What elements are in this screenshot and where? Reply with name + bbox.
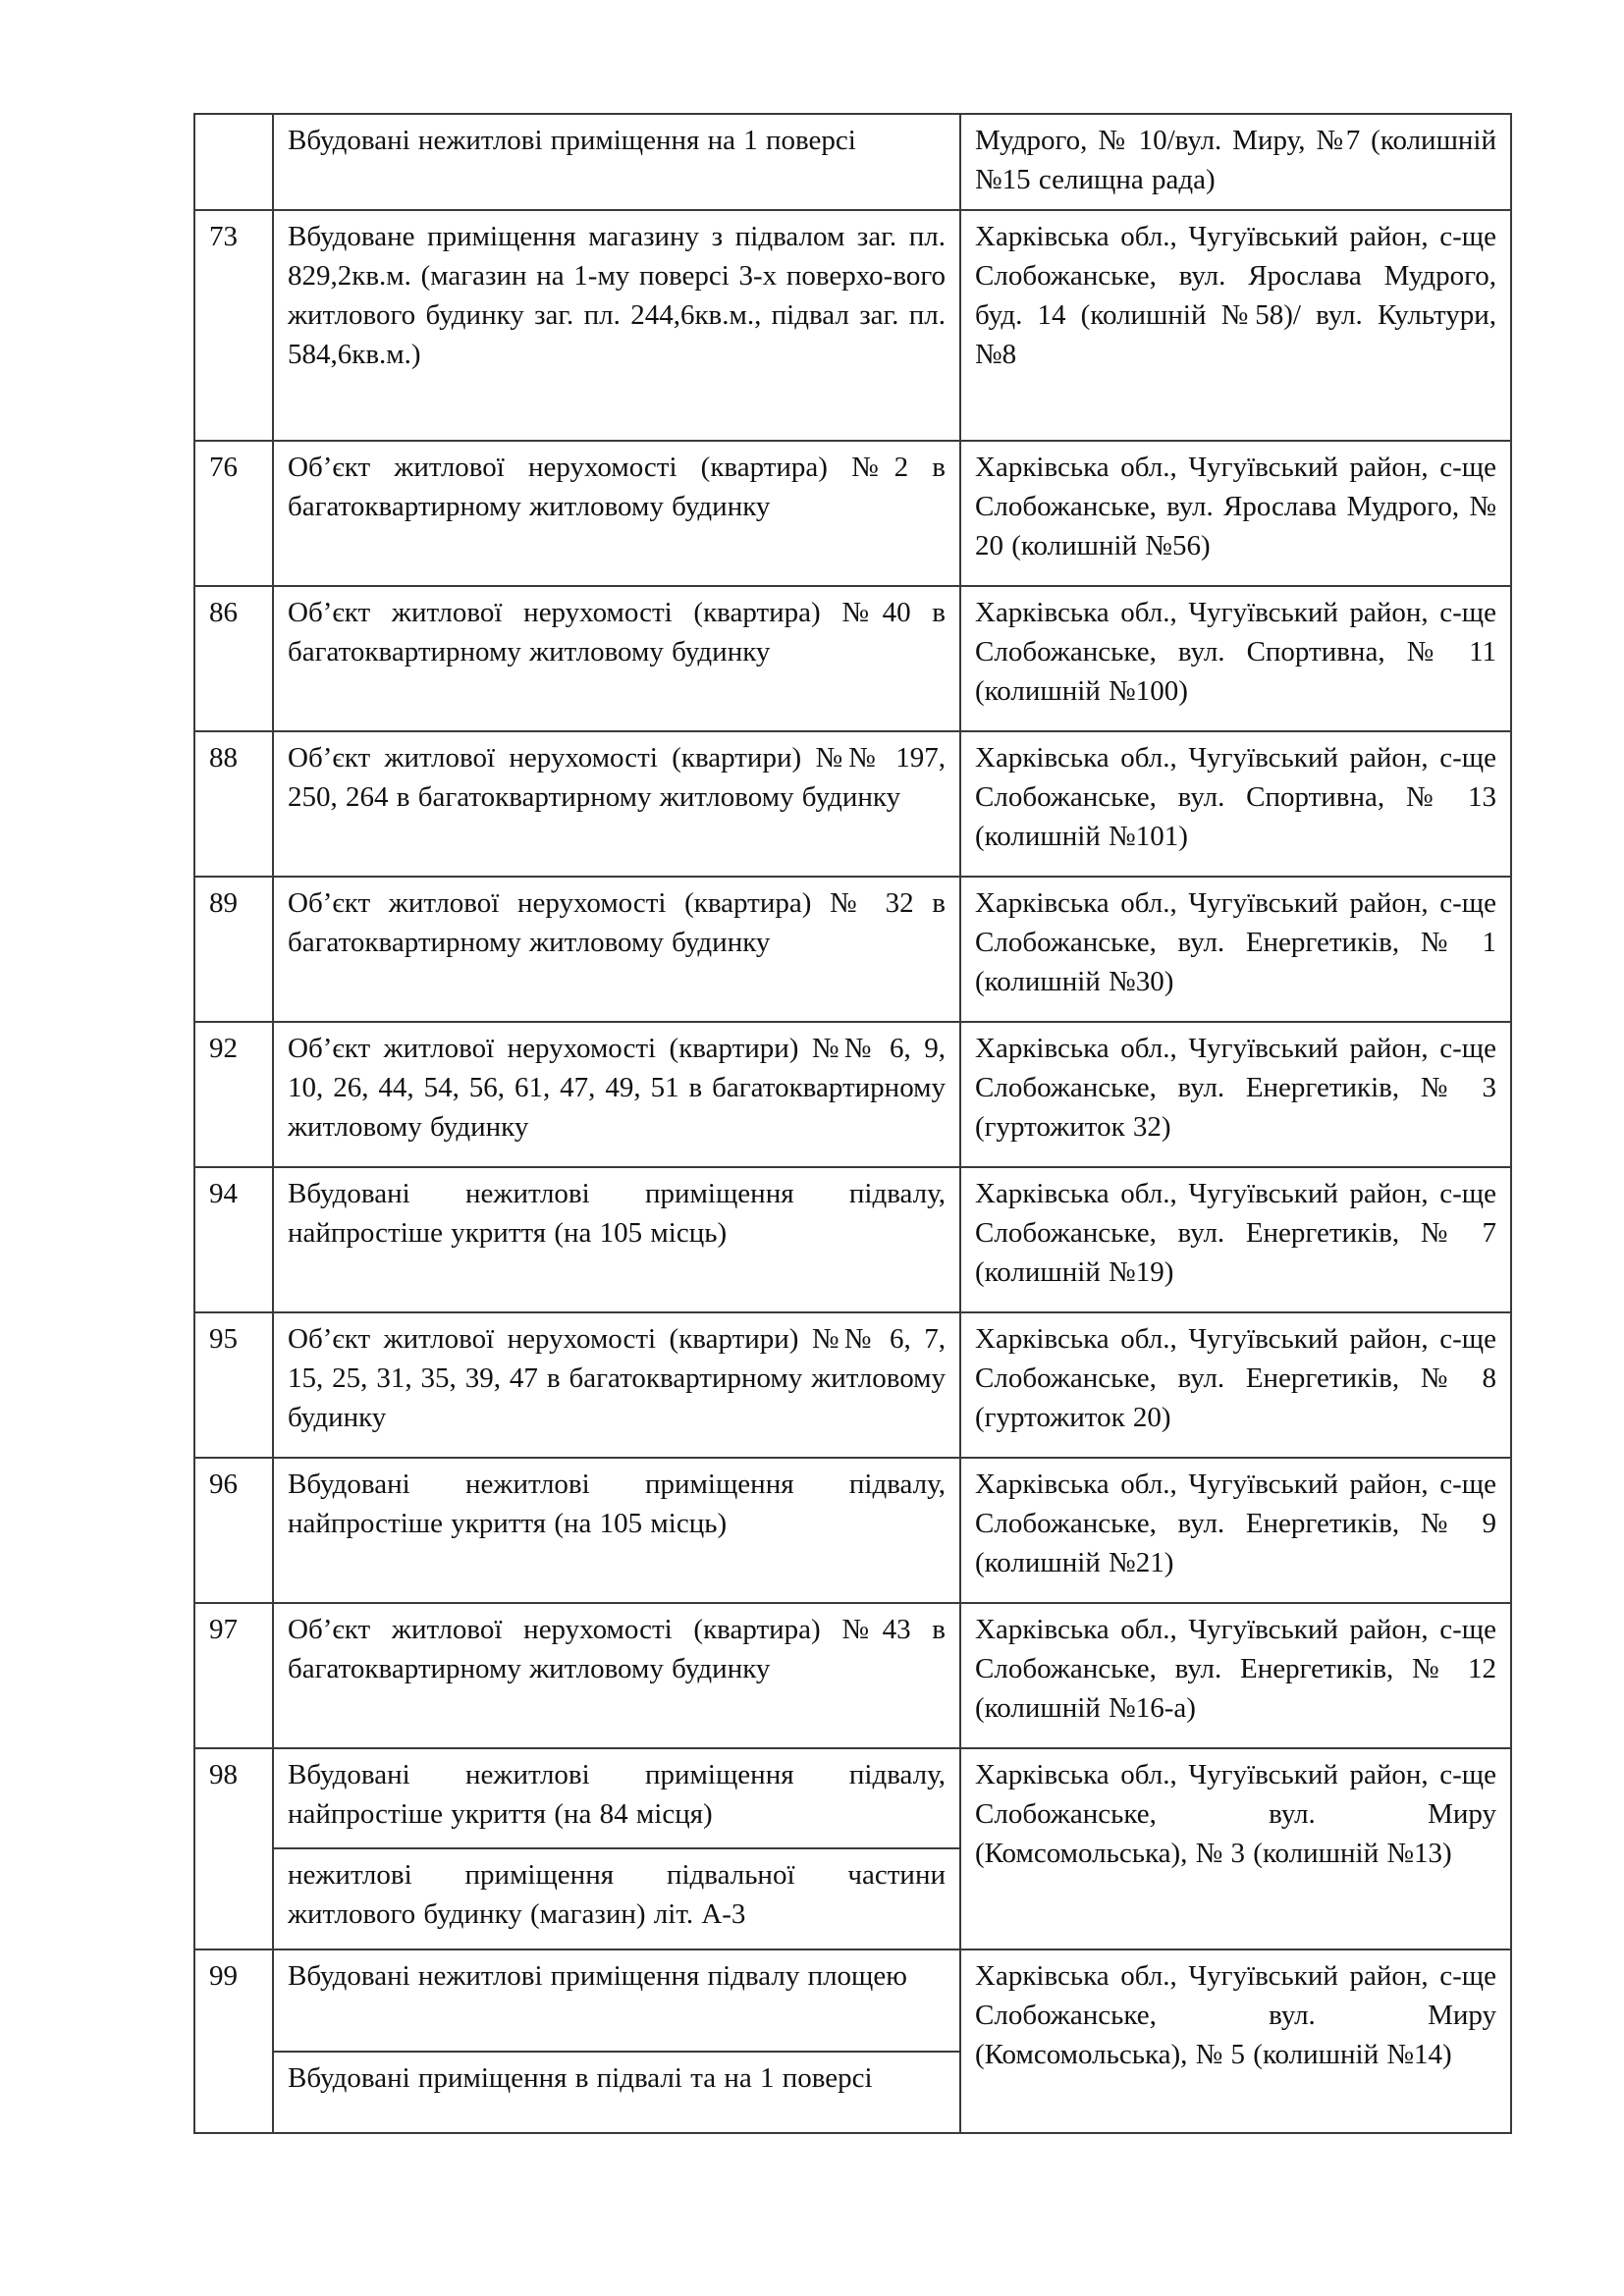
object-address: Мудрого, № 10/вул. Миру, №7 (колишній №15 селищна рада) — [960, 114, 1511, 210]
table-row — [194, 441, 1511, 586]
object-description: Об’єкт житлової нерухомості (квартири) №№ 6, 9, 10, 26, 44, 54, 56, 61, 47, 49, 51 в багатоквартирному житловому будинку — [273, 1022, 960, 1167]
object-description: Вбудовані нежитлові приміщення підвалу, найпростіше укриття (на 84 місця) — [273, 1748, 960, 1848]
document-page — [193, 113, 1510, 2134]
object-description: Вбудоване приміщення магазину з підвалом заг. пл. 829,2кв.м. (магазин на 1-му поверсі 3-х поверхо-вого житлового будинку заг. пл. 244,6кв.м., підвал заг. пл. 584,6кв.м.) — [273, 210, 960, 441]
object-address: Харківська обл., Чугуївський район, с-ще Слобожанське, вул. Енергетиків, № 1 (колишній №30) — [960, 877, 1511, 1022]
row-number: 92 — [194, 1022, 273, 1167]
object-address: Харківська обл., Чугуївський район, с-ще Слобожанське, вул. Енергетиків, № 9 (колишній №21) — [960, 1458, 1511, 1603]
row-number: 86 — [194, 586, 273, 731]
object-description: Об’єкт житлової нерухомості (квартира) №2 в багатоквартирному житловому будинку — [273, 441, 960, 586]
row-number — [194, 114, 273, 210]
object-description-extra: нежитлові приміщення підвальної частини житлового будинку (магазин) літ. А-3 — [273, 1848, 960, 1949]
object-description: Об’єкт житлової нерухомості (квартири) №№ 6, 7, 15, 25, 31, 35, 39, 47 в багатоквартирному житловому будинку — [273, 1312, 960, 1458]
table-row — [194, 1167, 1511, 1312]
row-number: 99 — [194, 1949, 273, 2133]
object-description: Вбудовані нежитлові приміщення підвалу, найпростіше укриття (на 105 місць) — [273, 1167, 960, 1312]
object-description: Об’єкт житлової нерухомості (квартира) №40 в багатоквартирному житловому будинку — [273, 586, 960, 731]
row-number: 96 — [194, 1458, 273, 1603]
table-row — [194, 1312, 1511, 1458]
row-number: 73 — [194, 210, 273, 441]
object-description-extra: Вбудовані приміщення в підвалі та на 1 поверсі — [273, 2052, 960, 2133]
object-address: Харківська обл., Чугуївський район, с-ще Слобожанське, вул. Ярослава Мудрого, буд. 14 (колишній №58)/ вул. Культури, №8 — [960, 210, 1511, 441]
object-address: Харківська обл., Чугуївський район, с-ще Слобожанське, вул. Спортивна, № 13 (колишній №101) — [960, 731, 1511, 877]
object-address: Харківська обл., Чугуївський район, с-ще Слобожанське, вул. Енергетиків, № 7 (колишній №19) — [960, 1167, 1511, 1312]
table-row — [194, 210, 1511, 441]
object-address: Харківська обл., Чугуївський район, с-ще Слобожанське, вул. Ярослава Мудрого, № 20 (колишній №56) — [960, 441, 1511, 586]
table-row — [194, 1022, 1511, 1167]
table-row — [194, 114, 1511, 210]
table-row — [194, 1458, 1511, 1603]
object-description: Об’єкт житлової нерухомості (квартири) №№ 197, 250, 264 в багатоквартирному житловому будинку — [273, 731, 960, 877]
table-row — [194, 586, 1511, 731]
row-number: 97 — [194, 1603, 273, 1748]
row-number: 98 — [194, 1748, 273, 1949]
object-description: Вбудовані нежитлові приміщення підвалу, найпростіше укриття (на 105 місць) — [273, 1458, 960, 1603]
object-address: Харківська обл., Чугуївський район, с-ще Слобожанське, вул. Миру (Комсомольська), № 5 (колишній №14) — [960, 1949, 1511, 2133]
table-row — [194, 877, 1511, 1022]
object-address: Харківська обл., Чугуївський район, с-ще Слобожанське, вул. Спортивна, № 11 (колишній №100) — [960, 586, 1511, 731]
object-description: Об’єкт житлової нерухомості (квартира) №43 в багатоквартирному житловому будинку — [273, 1603, 960, 1748]
row-number: 94 — [194, 1167, 273, 1312]
property-table — [193, 113, 1512, 2134]
object-address: Харківська обл., Чугуївський район, с-ще Слобожанське, вул. Миру (Комсомольська), № 3 (колишній №13) — [960, 1748, 1511, 1949]
row-number: 88 — [194, 731, 273, 877]
table-row — [194, 1603, 1511, 1748]
object-description: Об’єкт житлової нерухомості (квартира) № 32 в багатоквартирному житловому будинку — [273, 877, 960, 1022]
table-row — [194, 1748, 1511, 1848]
table-row — [194, 731, 1511, 877]
object-address: Харківська обл., Чугуївський район, с-ще Слобожанське, вул. Енергетиків, № 12 (колишній №16-а) — [960, 1603, 1511, 1748]
object-address: Харківська обл., Чугуївський район, с-ще Слобожанське, вул. Енергетиків, № 8 (гуртожиток 20) — [960, 1312, 1511, 1458]
row-number: 95 — [194, 1312, 273, 1458]
object-address: Харківська обл., Чугуївський район, с-ще Слобожанське, вул. Енергетиків, № 3 (гуртожиток 32) — [960, 1022, 1511, 1167]
row-number: 76 — [194, 441, 273, 586]
object-description: Вбудовані нежитлові приміщення на 1 поверсі — [273, 114, 960, 210]
table-row — [194, 1949, 1511, 2052]
row-number: 89 — [194, 877, 273, 1022]
object-description: Вбудовані нежитлові приміщення підвалу площею — [273, 1949, 960, 2052]
